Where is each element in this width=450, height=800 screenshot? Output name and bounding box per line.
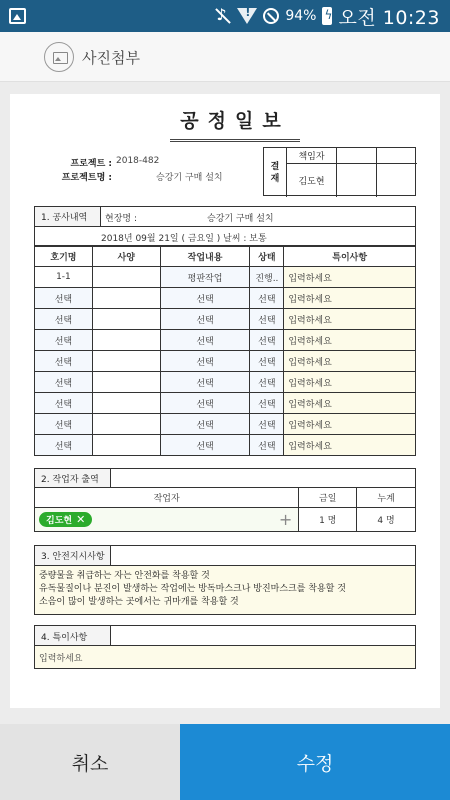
project-name-label: 프로젝트명 : xyxy=(61,173,112,183)
status-select[interactable]: 선택 xyxy=(250,309,284,330)
unit-select[interactable]: 선택 xyxy=(35,351,93,372)
section3-label: 3. 안전지시사항 xyxy=(35,546,111,565)
attach-photo-button[interactable] xyxy=(44,41,140,73)
col-unit: 호기명 xyxy=(35,247,93,267)
work-select[interactable]: 선택 xyxy=(160,414,250,435)
approval-sign-1[interactable] xyxy=(336,163,376,197)
work-select[interactable]: 선택 xyxy=(160,435,250,456)
approval-blank-1 xyxy=(336,148,376,163)
gallery-icon xyxy=(9,8,26,24)
work-select[interactable]: 선택 xyxy=(160,351,250,372)
work-select[interactable]: 선택 xyxy=(160,288,250,309)
work-row xyxy=(35,267,416,288)
spec-cell[interactable] xyxy=(92,267,160,288)
safety-instructions xyxy=(34,565,416,615)
worker-chip[interactable]: 김도현 ✕ xyxy=(39,512,92,527)
work-row xyxy=(35,351,416,372)
spec-cell[interactable] xyxy=(92,414,160,435)
daily-report-sheet xyxy=(10,94,440,708)
safety-line: 소음이 많이 발생하는 곳에서는 귀마개를 착용할 것 xyxy=(39,597,239,607)
approval-blank-2 xyxy=(376,148,417,163)
col-today: 금일 xyxy=(299,488,357,508)
battery-percent: 94% xyxy=(285,8,317,24)
col-note: 특이사항 xyxy=(284,247,416,267)
remove-worker-icon[interactable]: ✕ xyxy=(76,512,86,526)
col-work: 작업내용 xyxy=(160,247,250,267)
battery-charging-icon xyxy=(322,7,332,25)
clock: 오전 10:23 xyxy=(338,6,440,29)
section1-header xyxy=(34,206,416,246)
status-select[interactable]: 선택 xyxy=(250,351,284,372)
work-select[interactable]: 선택 xyxy=(160,372,250,393)
status-select[interactable]: 선택 xyxy=(250,330,284,351)
work-row xyxy=(35,414,416,435)
photo-icon xyxy=(44,42,74,72)
note-input[interactable]: 입력하세요 xyxy=(284,309,416,330)
work-table-header xyxy=(35,247,416,267)
safety-line: 중량물을 취급하는 자는 안전화를 착용할 것 xyxy=(39,571,210,581)
unit-select[interactable]: 선택 xyxy=(35,393,93,414)
section3-header xyxy=(34,545,416,565)
site-value: 승강기 구매 설치 xyxy=(207,214,274,224)
note-input[interactable]: 입력하세요 xyxy=(284,267,416,288)
status-icons xyxy=(213,0,440,32)
spec-cell[interactable] xyxy=(92,309,160,330)
today-count: 1 명 xyxy=(299,508,357,532)
responsible-name[interactable]: 김도현 xyxy=(286,163,336,197)
spec-cell[interactable] xyxy=(92,435,160,456)
status-bar xyxy=(0,0,450,32)
work-select[interactable]: 선택 xyxy=(160,393,250,414)
unit-select[interactable]: 선택 xyxy=(35,309,93,330)
note-input[interactable]: 입력하세요 xyxy=(284,414,416,435)
status-select[interactable]: 선택 xyxy=(250,414,284,435)
wifi-icon xyxy=(237,8,257,24)
work-select[interactable]: 선택 xyxy=(160,330,250,351)
work-row xyxy=(35,393,416,414)
work-row xyxy=(35,288,416,309)
unit-select[interactable]: 선택 xyxy=(35,372,93,393)
status-select[interactable]: 진행.. xyxy=(250,267,284,288)
note-input[interactable]: 입력하세요 xyxy=(284,288,416,309)
total-count: 4 명 xyxy=(357,508,416,532)
edit-button[interactable]: 수정 xyxy=(180,724,450,800)
approval-header: 결 재 xyxy=(270,161,280,184)
col-spec: 사양 xyxy=(92,247,160,267)
top-bar xyxy=(0,32,450,82)
responsible-label: 책임자 xyxy=(286,148,336,163)
project-name-value: 승강기 구매 설치 xyxy=(156,173,223,183)
approval-sign-2[interactable] xyxy=(376,163,417,197)
col-status: 상태 xyxy=(250,247,284,267)
note-input[interactable]: 입력하세요 xyxy=(284,330,416,351)
spec-cell[interactable] xyxy=(92,330,160,351)
attach-photo-label: 사진첨부 xyxy=(82,48,140,67)
safety-line: 유독물질이나 분진이 발생하는 작업에는 방독마스크나 방진마스크를 착용할 것 xyxy=(39,584,346,594)
work-row xyxy=(35,372,416,393)
project-no-label: 프로젝트 : xyxy=(70,159,112,169)
crew-table xyxy=(34,487,416,532)
status-select[interactable]: 선택 xyxy=(250,372,284,393)
unit-select[interactable]: 선택 xyxy=(35,288,93,309)
note-input[interactable]: 입력하세요 xyxy=(284,435,416,456)
unit-select[interactable]: 1-1 xyxy=(35,267,93,288)
work-select[interactable]: 평판작업 xyxy=(160,267,250,288)
report-title: 공정일보 xyxy=(170,106,300,142)
work-table xyxy=(34,246,416,456)
cancel-button[interactable]: 취소 xyxy=(0,724,180,800)
section1-label: 1. 공사내역 xyxy=(35,207,101,226)
section2-label: 2. 작업자 출역 xyxy=(35,469,111,488)
unit-select[interactable]: 선택 xyxy=(35,435,93,456)
status-select[interactable]: 선택 xyxy=(250,393,284,414)
work-select[interactable]: 선택 xyxy=(160,309,250,330)
note-input[interactable]: 입력하세요 xyxy=(284,393,416,414)
section4-label: 4. 특이사항 xyxy=(35,626,111,646)
spec-cell[interactable] xyxy=(92,351,160,372)
special-notes-input[interactable]: 입력하세요 xyxy=(34,645,416,669)
work-row xyxy=(35,309,416,330)
work-row xyxy=(35,330,416,351)
date-weather: 2018년 09월 21일 ( 금요일 ) 날씨 : 보통 xyxy=(101,234,267,244)
section4-header xyxy=(34,625,416,646)
status-select[interactable]: 선택 xyxy=(250,288,284,309)
note-input[interactable]: 입력하세요 xyxy=(284,351,416,372)
spec-cell[interactable] xyxy=(92,288,160,309)
do-not-disturb-icon xyxy=(263,8,279,24)
unit-select[interactable]: 선택 xyxy=(35,330,93,351)
site-label: 현장명 : xyxy=(105,214,137,224)
mute-icon xyxy=(213,7,231,25)
spec-cell[interactable] xyxy=(92,393,160,414)
col-worker: 작업자 xyxy=(35,488,299,508)
spec-cell[interactable] xyxy=(92,372,160,393)
approval-box xyxy=(263,147,416,196)
col-total: 누계 xyxy=(357,488,416,508)
work-row xyxy=(35,435,416,456)
note-input[interactable]: 입력하세요 xyxy=(284,372,416,393)
worker-cell xyxy=(35,508,299,532)
project-no-value: 2018-482 xyxy=(116,156,160,166)
status-select[interactable]: 선택 xyxy=(250,435,284,456)
add-worker-icon[interactable]: + xyxy=(278,510,293,529)
unit-select[interactable]: 선택 xyxy=(35,414,93,435)
section2-header xyxy=(34,468,416,488)
